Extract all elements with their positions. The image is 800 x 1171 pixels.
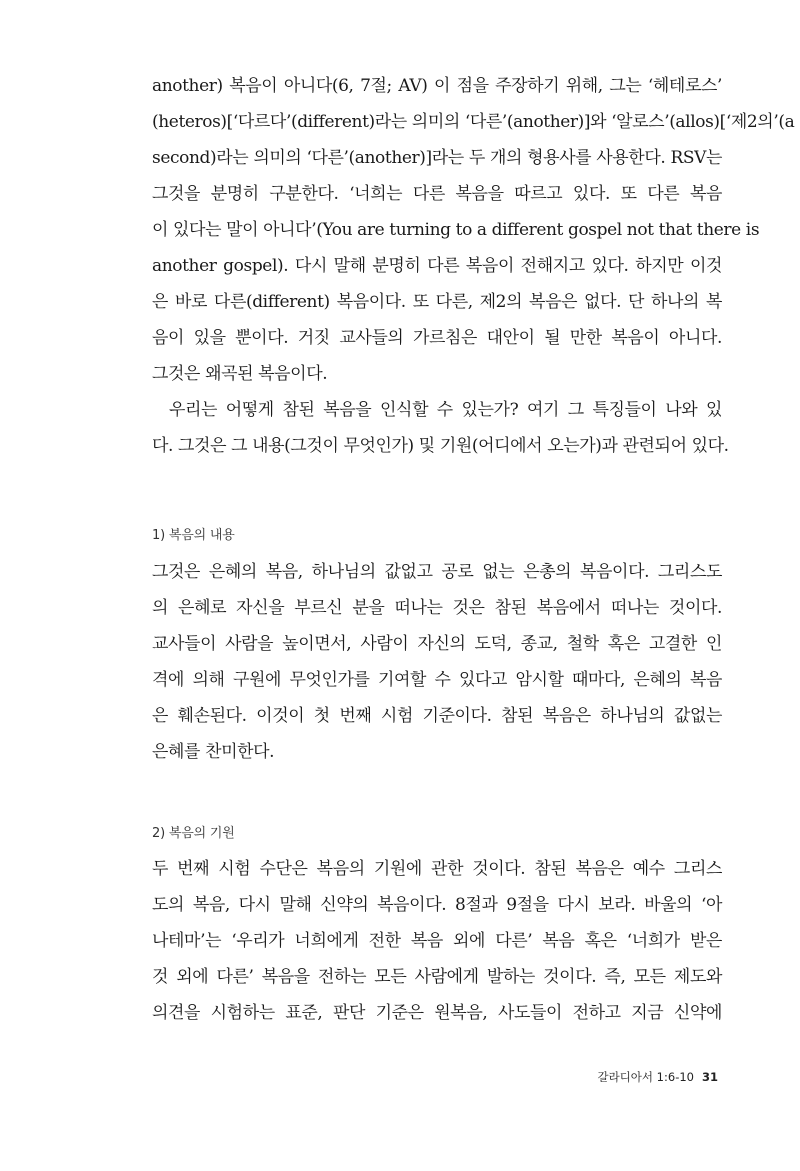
text-line: 다. 그것은 그 내용(그것이 무엇인가) 및 기원(어디에서 오는가)과 관련되어 있다. bbox=[152, 436, 729, 456]
paragraph-gospel-content bbox=[152, 554, 722, 770]
section-heading-origin: 2) 복음의 기원 bbox=[152, 826, 235, 841]
page-number: 31 bbox=[701, 1070, 718, 1084]
page-footer bbox=[597, 1069, 718, 1085]
text-line: 은 훼손된다. 이것이 첫 번째 시험 기준이다. 참된 복음은 하나님의 값없는 bbox=[152, 706, 722, 726]
section-body-content bbox=[152, 554, 722, 770]
text-line: 나테마’는 ‘우리가 너희에게 전한 복음 외에 다른’ 복음 혹은 ‘너희가 받은 bbox=[152, 931, 722, 951]
section-heading-content: 1) 복음의 내용 bbox=[152, 528, 235, 543]
text-line: second)라는 의미의 ‘다른’(another)]라는 두 개의 형용사를 사용한다. RSV는 bbox=[152, 148, 722, 168]
text-line: 의견을 시험하는 표준, 판단 기준은 원복음, 사도들이 전하고 지금 신약에 bbox=[152, 1003, 722, 1023]
text-line: 은혜를 찬미한다. bbox=[152, 742, 275, 762]
text-line: 도의 복음, 다시 말해 신약의 복음이다. 8절과 9절을 다시 보라. 바울의 ‘아 bbox=[152, 895, 722, 915]
text-line: another) 복음이 아니다(6, 7절; AV) 이 점을 주장하기 위해, 그는 ‘헤테로스’ bbox=[152, 76, 722, 96]
running-title: 갈라디아서 1:6-10 bbox=[597, 1070, 694, 1084]
text-line: 음이 있을 뿐이다. 거짓 교사들의 가르침은 대안이 될 만한 복음이 아니다. bbox=[152, 328, 722, 348]
text-line: 그것은 은혜의 복음, 하나님의 값없고 공로 없는 은총의 복음이다. 그리스도 bbox=[152, 562, 722, 582]
text-line: 우리는 어떻게 참된 복음을 인식할 수 있는가? 여기 그 특징들이 나와 있 bbox=[169, 400, 722, 420]
text-line: 것 외에 다른’ 복음을 전하는 모든 사람에게 발하는 것이다. 즉, 모든 제도와 bbox=[152, 967, 722, 987]
text-line: 은 바로 다른(different) 복음이다. 또 다른, 제2의 복음은 없다. 단 하나의 복 bbox=[152, 292, 722, 312]
text-line: 의 은혜로 자신을 부르신 분을 떠나는 것은 참된 복음에서 떠나는 것이다. bbox=[152, 598, 722, 618]
text-line: 그것은 왜곡된 복음이다. bbox=[152, 364, 328, 384]
text-line: 교사들이 사람을 높이면서, 사람이 자신의 도덕, 종교, 철학 혹은 고결한 인 bbox=[152, 634, 722, 654]
section-body-origin bbox=[152, 851, 722, 1031]
paragraph-gospel-origin bbox=[152, 851, 722, 1031]
text-line: 이 있다는 말이 아니다’(You are turning to a different gospel not that there is bbox=[152, 220, 760, 240]
paragraph-heteros-allos bbox=[152, 68, 795, 392]
paragraph-recognize-gospel bbox=[152, 392, 729, 464]
text-line: another gospel). 다시 말해 분명히 다른 복음이 전해지고 있다. 하지만 이것 bbox=[152, 256, 722, 276]
paragraph-continued bbox=[152, 68, 795, 464]
text-line: 격에 의해 구원에 무엇인가를 기여할 수 있다고 암시할 때마다, 은혜의 복음 bbox=[152, 670, 722, 690]
text-line: 두 번째 시험 수단은 복음의 기원에 관한 것이다. 참된 복음은 예수 그리스 bbox=[152, 859, 722, 879]
text-line: 그것을 분명히 구분한다. ‘너희는 다른 복음을 따르고 있다. 또 다른 복음 bbox=[152, 184, 722, 204]
text-line: (heteros)[‘다르다’(different)라는 의미의 ‘다른’(another)]와 ‘알로스’(allos)[‘제2의’(a bbox=[152, 112, 795, 132]
